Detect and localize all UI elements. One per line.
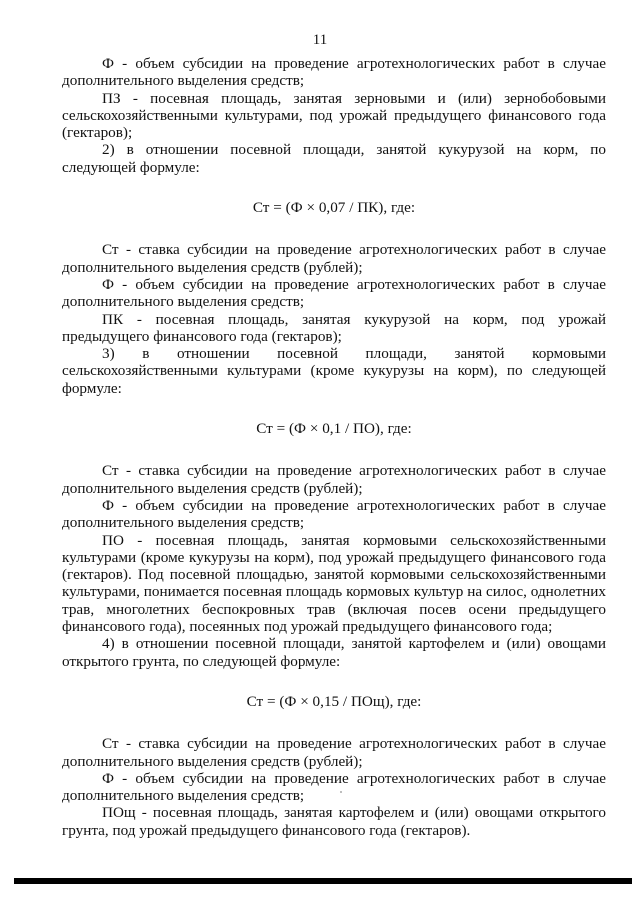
paragraph-f-definition: Ф - объем субсидии на проведение агротехнологических работ в случае дополнительного выделения средств; (62, 275, 606, 311)
paragraph-pk-definition: ПК - посевная площадь, занятая кукурузой на корм, под урожай предыдущего финансового года (гектаров); (62, 310, 606, 345)
bottom-border-line (14, 878, 632, 884)
formula-corn: Ст = (Ф × 0,07 / ПК), где: (252, 199, 416, 217)
paragraph-item-4: 4) в отношении посевной площади, занятой картофелем и (или) овощами открытого грунта, по следующей формуле: (62, 635, 606, 670)
paragraph-posch-definition: ПОщ - посевная площадь, занятая картофелем и (или) овощами открытого грунта, под урожай предыдущего финансового года (гектаров). (62, 804, 606, 839)
formula-potato-vegetables: Ст = (Ф × 0,15 / ПОщ), где: (246, 692, 422, 710)
paragraph-st-definition: Ст - ставка субсидии на проведение агротехнологических работ в случае дополнительного выделения средств (рублей); (62, 241, 606, 276)
paragraph-pz-definition: ПЗ - посевная площадь, занятая зерновыми и (или) зернобобовыми сельскохозяйственными культурами, под урожай предыдущего финансового года (гектаров); (62, 89, 606, 142)
document-body (62, 55, 606, 839)
paragraph-item-2: 2) в отношении посевной площади, занятой кукурузой на корм, по следующей формуле: (62, 141, 606, 176)
scan-dot (340, 791, 342, 793)
paragraph-f-definition: Ф - объем субсидии на проведение агротехнологических работ в случае дополнительного выделения средств; (62, 496, 606, 532)
paragraph-po-definition: ПО - посевная площадь, занятая кормовыми сельскохозяйственными культурами (кроме кукурузы на корм), под урожай предыдущего финансового года (гектаров). Под посевной площадью, занятой кормовыми сельскохозяйственными культурами, понимается посевная площадь кормовых культур на силос, однолетних трав, многолетних беспокровных трав (включая посев осени предыдущего финансового года), посеянных под урожай предыдущего финансового года; (62, 531, 606, 636)
paragraph-st-definition: Ст - ставка субсидии на проведение агротехнологических работ в случае дополнительного выделения средств (рублей); (62, 735, 606, 770)
formula-fodder: Ст = (Ф × 0,1 / ПО), где: (256, 420, 412, 438)
paragraph-item-3: 3) в отношении посевной площади, занятой кормовыми сельскохозяйственными культурами (кроме кукурузы на корм), по следующей формуле: (62, 345, 606, 397)
paragraph-st-definition: Ст - ставка субсидии на проведение агротехнологических работ в случае дополнительного выделения средств (рублей); (62, 462, 606, 497)
paragraph-f-definition: Ф - объем субсидии на проведение агротехнологических работ в случае дополнительного выделения средств; (62, 769, 606, 805)
page-number: 11 (312, 32, 328, 48)
paragraph-f-definition: Ф - объем субсидии на проведение агротехнологических работ в случае дополнительного выделения средств; (62, 55, 606, 90)
